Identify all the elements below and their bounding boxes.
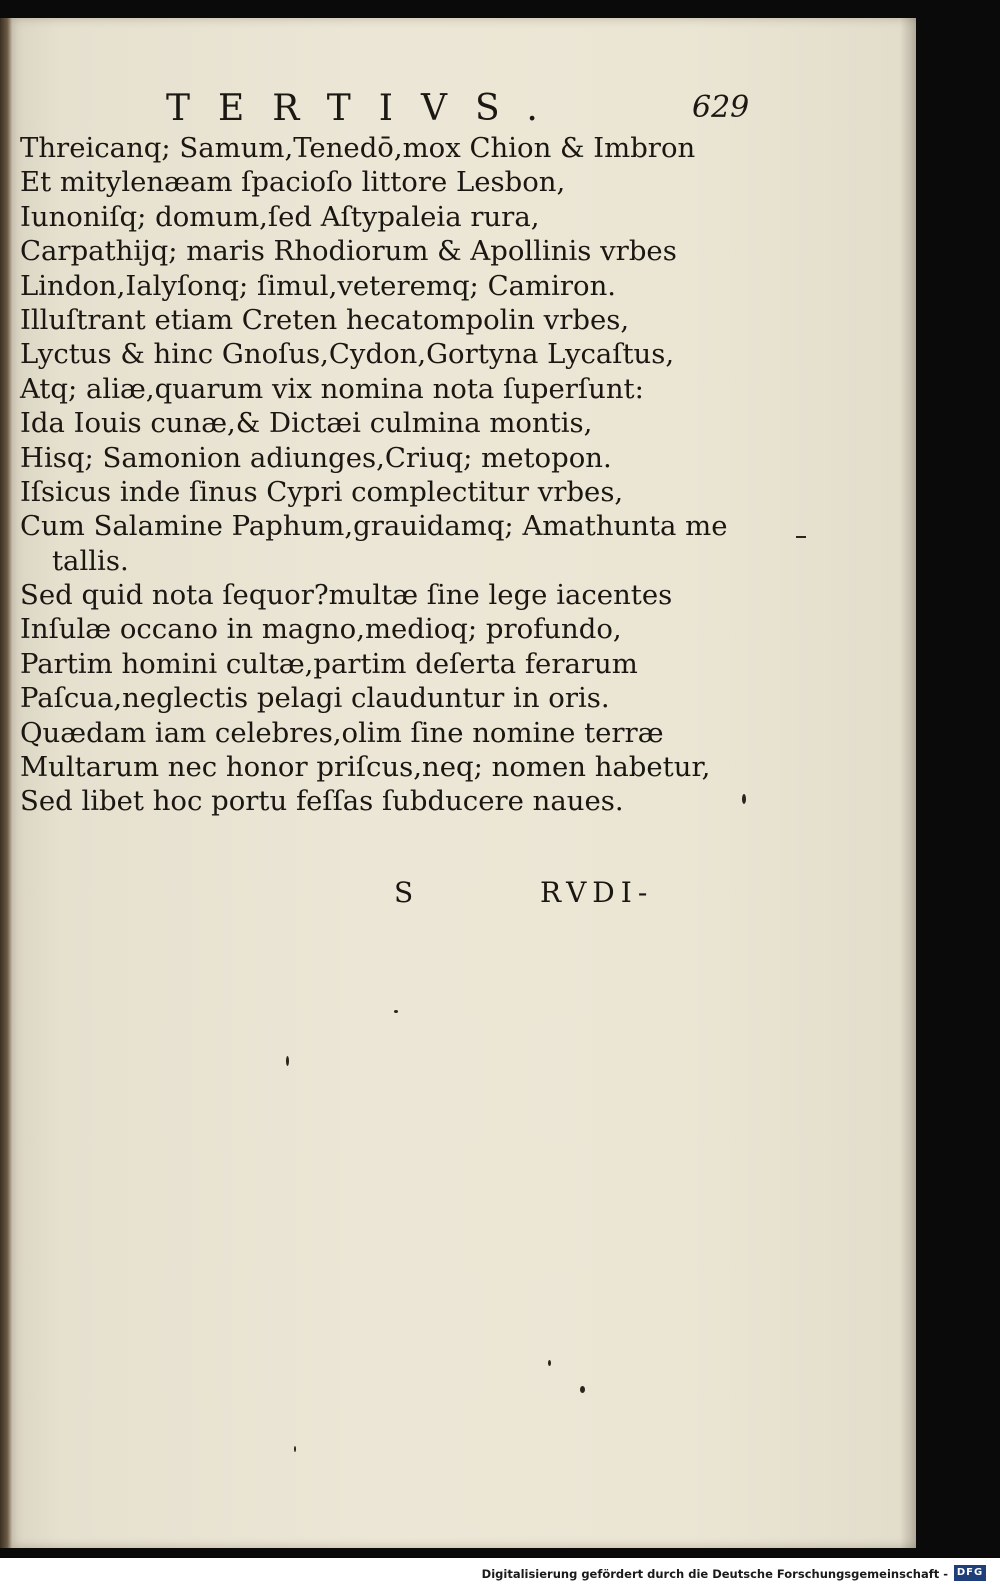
verse-line: Ida Iouis cunæ,& Dictæi culmina montis, (20, 407, 593, 440)
signature-mark: S (394, 876, 414, 909)
verse-line: Quædam iam celebres,olim ſine nomine terræ (20, 716, 664, 749)
verse-block (20, 131, 728, 819)
paper-speck (286, 1056, 289, 1066)
verse-line: Cum Salamine Paphum,grauidamq; Amathunta me (20, 510, 728, 543)
verse-line: Partim homini cultæ,partim deſerta ferarum (20, 647, 638, 680)
page-number: 629 (692, 90, 750, 125)
verse-line: Threicanq; Samum,Tenedō,mox Chion & Imbron (20, 132, 696, 164)
paper-speck (580, 1386, 585, 1393)
paper-speck (394, 1010, 398, 1013)
verse-line: Inſulæ occano in magno,medioq; profundo, (20, 613, 622, 646)
verse-line: Multarum nec honor priſcus,neq; nomen habetur, (20, 751, 711, 784)
verse-line: Sed quid nota ſequor?multæ ſine lege iacentes (20, 579, 673, 612)
paper-speck (548, 1360, 551, 1366)
running-head: TERTIVS. (166, 88, 566, 129)
verse-line: Carpathijq; maris Rhodiorum & Apollinis vrbes (20, 235, 677, 268)
book-page (6, 18, 916, 1548)
binding-shadow (0, 18, 12, 1548)
catchword: RVDI- (540, 876, 654, 909)
verse-line-continuation: tallis. (52, 544, 129, 577)
verse-line: Iunoniſq; domum,ſed Aſtypaleia rura, (20, 200, 540, 233)
funding-credit: Digitalisierung gefördert durch die Deutsche Forschungsgemeinschaft - (481, 1567, 948, 1581)
paper-speck (796, 536, 806, 538)
verse-line: Et mitylenæam ſpacioſo littore Lesbon, (20, 166, 566, 199)
verse-line: Sed libet hoc portu feſſas ſubducere naues. (20, 785, 624, 818)
verse-line: Paſcua,neglectis pelagi clauduntur in oris. (20, 682, 610, 715)
digitization-footer (0, 1558, 1000, 1588)
verse-line: Illuſtrant etiam Creten hecatompolin vrbes, (20, 303, 630, 336)
paper-speck (742, 794, 746, 804)
verse-line: Hisq; Samonion adiunges,Criuq; metopon. (20, 441, 612, 474)
paper-speck (294, 1446, 296, 1452)
page-edge-shadow (900, 18, 916, 1548)
dfg-logo: DFG (954, 1565, 986, 1581)
verse-line: Atq; aliæ,quarum vix nomina nota ſuperſunt: (20, 372, 644, 405)
verse-line: Lyctus & hinc Gnoſus,Cydon,Gortyna Lycaſtus, (20, 338, 675, 371)
verse-line: Iſsicus inde ſinus Cypri complectitur vrbes, (20, 475, 624, 508)
verse-line: Lindon,Ialyſonq; ſimul,veteremq; Camiron. (20, 269, 617, 302)
